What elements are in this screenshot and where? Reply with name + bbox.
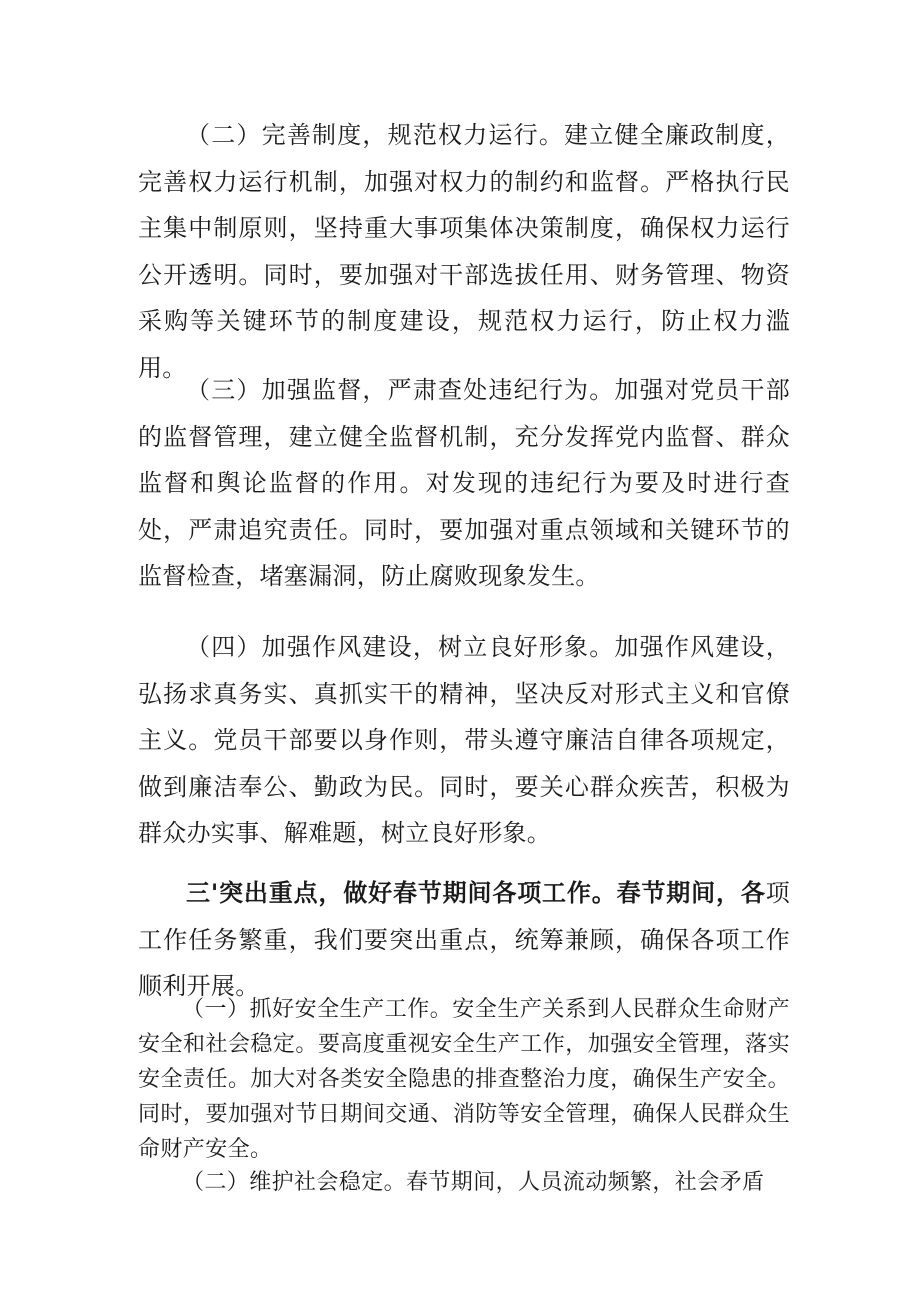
section-three-heading: 三'突出重点，做好春节期间各项工作。春节期间，各 xyxy=(186,879,766,907)
paragraph-social-stability: （二）维护社会稳定。春节期间，人员流动频繁，社会矛盾 xyxy=(182,1170,765,1195)
paragraph-improve-system: （二）完善制度，规范权力运行。建立健全廉政制度，完善权力运行机制，加强对权力的制约和监督。严格执行民主集中制原则，坚持重大事项集体决策制度，确保权力运行公开透明。同时，要加强对干部选拔任用、财务管理、物资采购等关键环节的制度建设，规范权力运行，防止权力滥用。 xyxy=(138,121,790,382)
paragraph-strengthen-supervision: （三）加强监督，严肃查处违纪行为。加强对党员干部的监督管理，建立健全监督机制，充分发挥党内监督、群众监督和舆论监督的作用。对发现的违纪行为要及时进行查处，严肃追究责任。同时，要加强对重点领域和关键环节的监督检查，堵塞漏洞，防止腐败现象发生。 xyxy=(138,376,790,590)
paragraph-safety-production: （一）抓好安全生产工作。安全生产关系到人民群众生命财产安全和社会稳定。要高度重视安全生产工作，加强安全管理，落实安全责任。加大对各类安全隐患的排查整治力度，确保生产安全。同时，要加强对节日期间交通、消防等安全管理，确保人民群众生命财产安全。 xyxy=(138,997,790,1162)
paragraph-work-style: （四）加强作风建设，树立良好形象。加强作风建设，弘扬求真务实、真抓实干的精神，坚决反对形式主义和官僚主义。党员干部要以身作则，带头遵守廉洁自律各项规定，做到廉洁奉公、勤政为民。同时，要关心群众疾苦，积极为群众办实事、解难题，树立良好形象。 xyxy=(138,633,790,847)
section-three-paragraph xyxy=(138,870,790,1010)
section-three-body: 项工作任务繁重，我们要突出重点，统筹兼顾，确保各项工作顺利开展。 xyxy=(138,879,790,1000)
